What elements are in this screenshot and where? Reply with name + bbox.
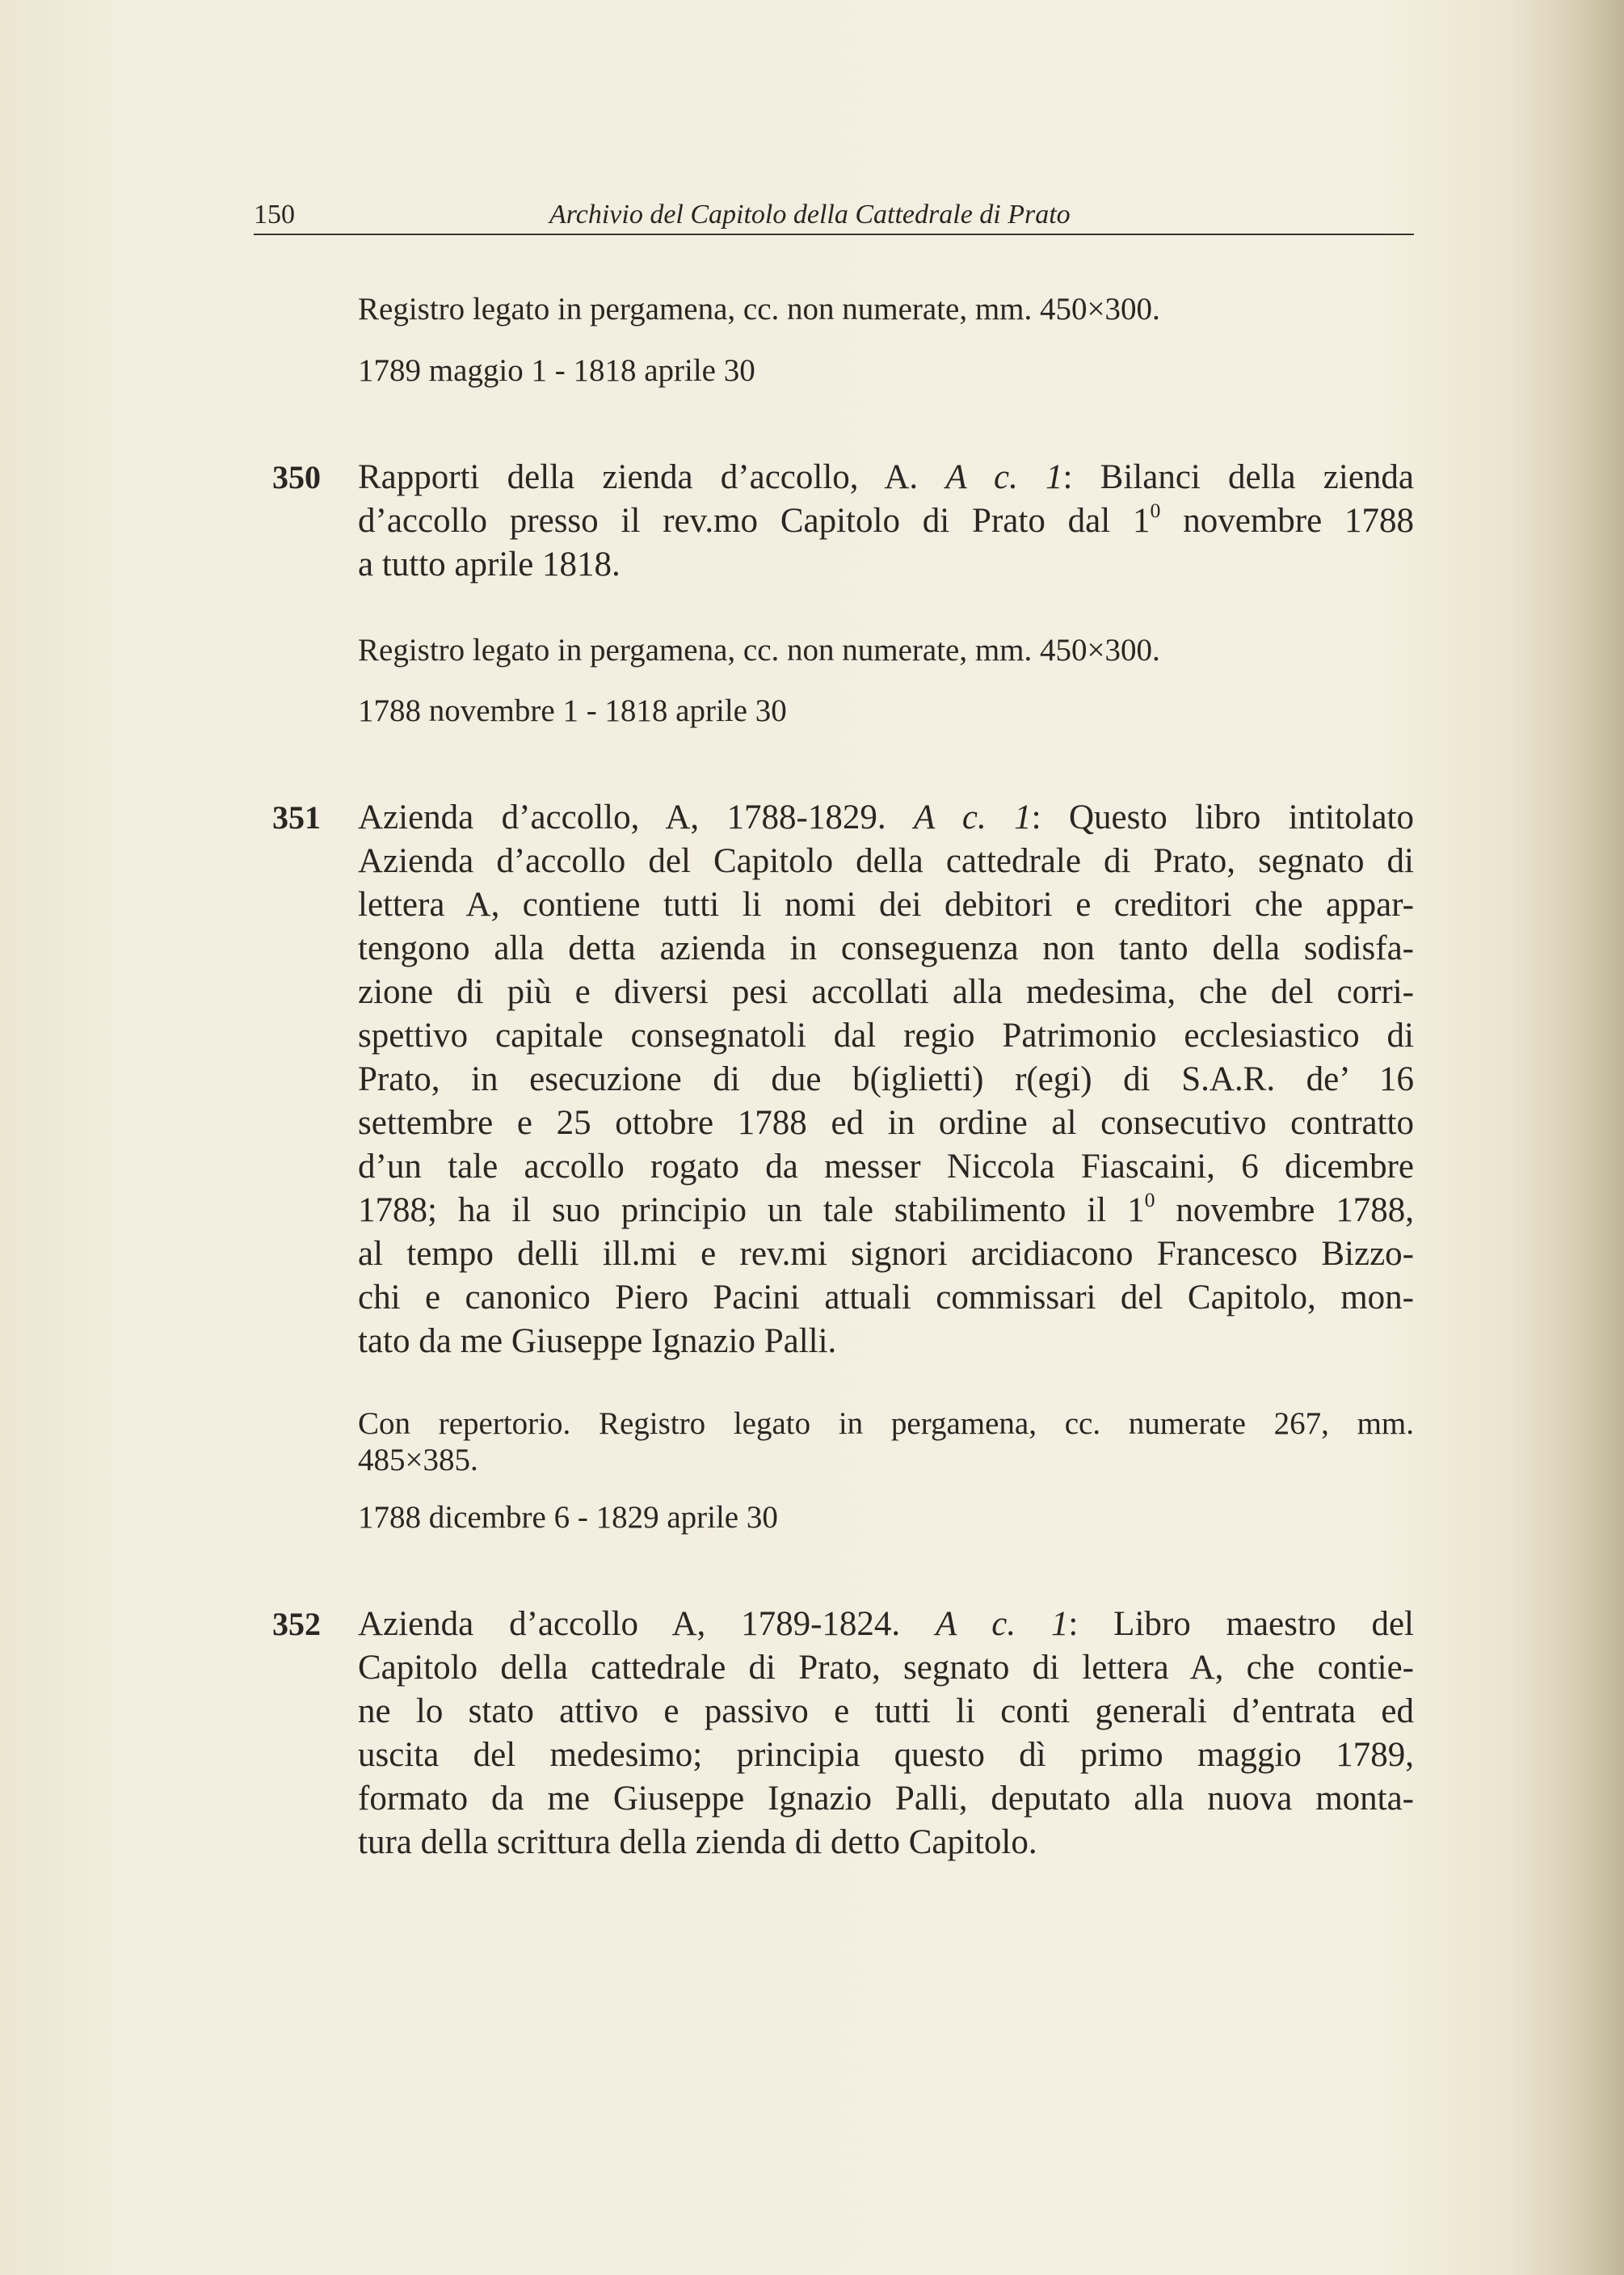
- text-line: 485×385.: [358, 1443, 478, 1477]
- text-line: 1788 dicembre 6 - 1829 aprile 30: [358, 1500, 778, 1535]
- text-line: Con repertorio. Registro legato in pergamena, cc. numerate 267, mm.: [358, 1406, 1414, 1441]
- page-number: 150: [254, 200, 295, 230]
- text-line: zione di più e diversi pesi accollati alla medesima, che del corri-: [358, 973, 1414, 1011]
- entry-number: 352: [272, 1606, 321, 1642]
- header-rule: [254, 234, 1414, 235]
- text-line: uscita del medesimo; principia questo dì primo maggio 1789,: [358, 1736, 1414, 1774]
- text-line: spettivo capitale consegnatoli dal regio Patrimonio ecclesiastico di: [358, 1017, 1414, 1055]
- text-line: 1788 novembre 1 - 1818 aprile 30: [358, 693, 787, 728]
- text-line: Capitolo della cattedrale di Prato, segnato di lettera A, che contie-: [358, 1649, 1414, 1687]
- text-line: Azienda d’accollo del Capitolo della cattedrale di Prato, segnato di: [358, 842, 1414, 880]
- text-line: tura della scrittura della zienda di detto Capitolo.: [358, 1823, 1037, 1861]
- text-line: d’un tale accollo rogato da messer Niccola Fiascaini, 6 dicembre: [358, 1148, 1414, 1186]
- italic-reference: A c. 1: [914, 798, 1032, 836]
- superscript: 0: [1150, 498, 1161, 522]
- text-line: Azienda d’accollo A, 1789-1824. A c. 1: Libro maestro del: [358, 1605, 1414, 1643]
- entry-351-date: [358, 1499, 1414, 1536]
- previous-entry-date: [358, 352, 1414, 389]
- text-line: d’accollo presso il rev.mo Capitolo di Prato dal $1^0$ novembre 1788: [358, 498, 1414, 540]
- text-line: settembre e 25 ottobre 1788 ed in ordine al consecutivo contratto: [358, 1104, 1414, 1142]
- entry-text: [358, 1603, 1414, 1864]
- text-line: tato da me Giuseppe Ignazio Palli.: [358, 1322, 837, 1360]
- entry-number: 351: [272, 799, 321, 836]
- previous-entry-description: [358, 291, 1414, 327]
- text-line: Prato, in esecuzione di due b(iglietti) r(egi) di S.A.R. de’ 16: [358, 1060, 1414, 1098]
- text-line: 1788; ha il suo principio un tale stabilimento il $1^0$ novembre 1788,: [358, 1187, 1414, 1229]
- entry-351-description: [358, 1405, 1414, 1478]
- text-line: chi e canonico Piero Pacini attuali commissari del Capitolo, mon-: [358, 1279, 1414, 1317]
- text-line: al tempo delli ill.mi e rev.mi signori arcidiacono Francesco Bizzo-: [358, 1235, 1414, 1273]
- italic-reference: A c. 1: [935, 1605, 1069, 1643]
- entry-350-date: [358, 693, 1414, 729]
- text-line: Registro legato in pergamena, cc. non numerate, mm. 450×300.: [358, 633, 1160, 668]
- superscript: 0: [1144, 1187, 1155, 1211]
- running-title: Archivio del Capitolo della Cattedrale di Prato: [549, 200, 1071, 230]
- text-line: Rapporti della zienda d’accollo, A. A c. 1: Bilanci della zienda: [358, 458, 1414, 496]
- entry-text: [358, 796, 1414, 1363]
- text-line: tengono alla detta azienda in conseguenza non tanto della sodisfa-: [358, 929, 1414, 967]
- text-line: Azienda d’accollo, A, 1788-1829. A c. 1: Questo libro intitolato: [358, 798, 1415, 836]
- entry-text: [358, 456, 1414, 587]
- text-line: ne lo stato attivo e passivo e tutti li conti generali d’entrata ed: [358, 1692, 1414, 1730]
- entry-350-description: [358, 632, 1414, 668]
- text-line: Registro legato in pergamena, cc. non numerate, mm. 450×300.: [358, 292, 1160, 327]
- text-line: lettera A, contiene tutti li nomi dei debitori e creditori che appar-: [358, 886, 1414, 924]
- entry-number: 350: [272, 459, 321, 495]
- text-line: 1789 maggio 1 - 1818 aprile 30: [358, 353, 755, 388]
- italic-reference: A c. 1: [945, 458, 1063, 496]
- text-line: formato da me Giuseppe Ignazio Palli, deputato alla nuova monta-: [358, 1780, 1414, 1818]
- text-line: a tutto aprile 1818.: [358, 546, 621, 583]
